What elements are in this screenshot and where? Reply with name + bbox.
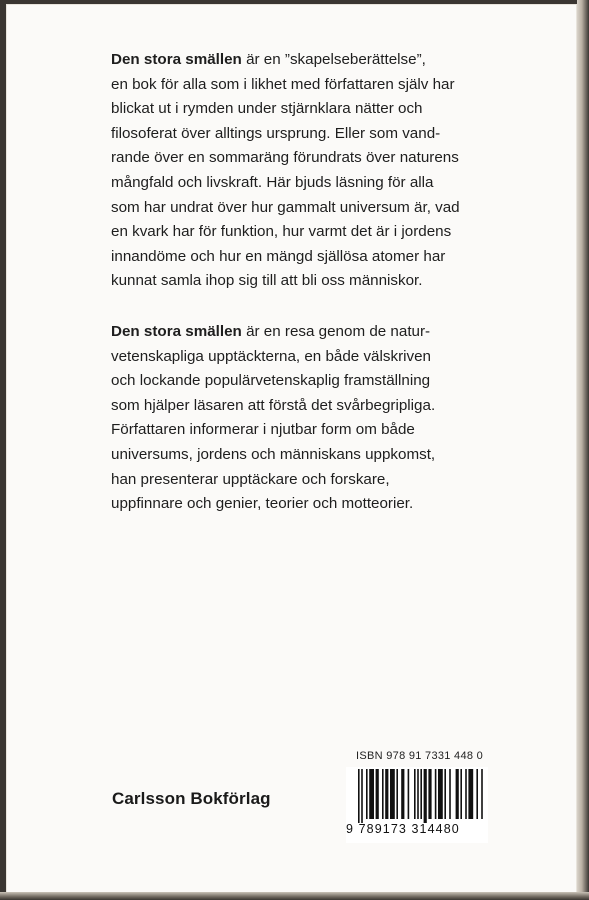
blurb-line: uppfinnare och genier, teorier och motteorier. bbox=[111, 495, 414, 513]
barcode-bar bbox=[417, 769, 419, 819]
barcode-bar bbox=[385, 769, 388, 819]
barcode-bar bbox=[460, 769, 462, 819]
barcode-bar bbox=[358, 769, 360, 823]
barcode-bar bbox=[438, 769, 443, 819]
barcode-bar bbox=[481, 769, 483, 819]
barcode-bar bbox=[424, 769, 427, 823]
barcode-bar bbox=[376, 769, 379, 819]
blurb-line: kunnat samla ihop sig till att bli oss människor. bbox=[111, 272, 423, 290]
blurb-line: vetenskapliga upptäckterna, en både välskriven bbox=[111, 347, 431, 365]
blurb-line: mångfald och livskraft. Här bjuds läsning för alla bbox=[111, 173, 434, 191]
blurb-line: och lockande populärvetenskaplig framställning bbox=[111, 372, 431, 390]
blurb-line: en bok för alla som i likhet med författaren själv har bbox=[111, 75, 455, 93]
book-title-bold: Den stora smällen bbox=[111, 51, 242, 68]
publisher-name: Carlsson Bokförlag bbox=[112, 789, 271, 808]
blurb-line: Författaren informerar i njutbar form om både bbox=[111, 421, 415, 439]
barcode-bar bbox=[401, 769, 404, 819]
blurb-line: som har undrat över hur gammalt universum är, vad bbox=[111, 198, 460, 216]
barcode-bar bbox=[361, 769, 363, 823]
blurb-line: blickat ut i rymden under stjärnklara nätter och bbox=[111, 100, 423, 118]
cover-edge-bottom bbox=[0, 892, 589, 900]
barcode-bar bbox=[456, 769, 459, 819]
blurb-line: som hjälper läsaren att förstå det svårbegripliga. bbox=[111, 396, 436, 414]
barcode-bar bbox=[396, 769, 398, 819]
blurb-paragraph-2 bbox=[111, 320, 541, 517]
barcode-bar bbox=[465, 769, 467, 819]
blurb-paragraph-1 bbox=[111, 48, 541, 294]
barcode-bar bbox=[390, 769, 395, 819]
barcode-bars bbox=[346, 767, 488, 823]
barcode-bar bbox=[449, 769, 451, 819]
barcode-bar bbox=[468, 769, 473, 819]
barcode-bar bbox=[476, 769, 478, 819]
blurb-line: filosoferat över alltings ursprung. Eller som vand- bbox=[111, 124, 441, 142]
barcode-digits: 9 789173 314480 bbox=[346, 822, 460, 836]
barcode-bar bbox=[435, 769, 437, 819]
blurb-line: innandöme och hur en mängd själlösa atomer har bbox=[111, 247, 446, 265]
barcode-bar bbox=[382, 769, 384, 819]
barcode-bar bbox=[408, 769, 410, 819]
cover-edge-right bbox=[577, 0, 589, 900]
barcode-bar bbox=[414, 769, 416, 819]
barcode-bar bbox=[420, 769, 422, 819]
barcode-bar bbox=[444, 769, 446, 819]
blurb-line: en kvark har för funktion, hur varmt det är i jordens bbox=[111, 223, 452, 241]
blurb-line: Den stora smällen är en ”skapelseberättelse”, bbox=[111, 51, 426, 68]
barcode-bar bbox=[428, 769, 431, 819]
blurb-line: universums, jordens och människans uppkomst, bbox=[111, 445, 436, 463]
isbn-label: ISBN 978 91 7331 448 0 bbox=[356, 750, 484, 762]
barcode-bar bbox=[369, 769, 374, 819]
blurb-line: han presenterar upptäckare och forskare, bbox=[111, 470, 390, 488]
blurb-line: Den stora smällen är en resa genom de natur- bbox=[111, 323, 431, 340]
barcode-bar bbox=[366, 769, 368, 819]
blurb-line: rande över en sommaräng förundrats över naturens bbox=[111, 149, 459, 167]
book-title-bold: Den stora smällen bbox=[111, 323, 242, 340]
